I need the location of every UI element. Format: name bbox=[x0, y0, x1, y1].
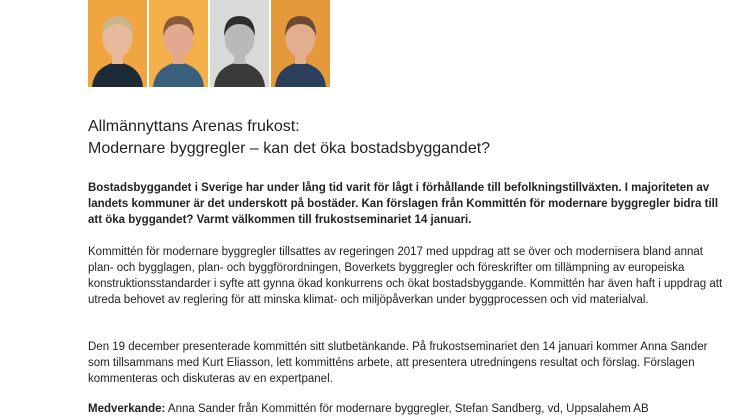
speaker-photo bbox=[149, 0, 208, 87]
speaker-2-portrait bbox=[149, 0, 208, 87]
participants-text: Anna Sander från Kommittén för modernare byggregler, Stefan Sandberg, vd, Uppsalahem AB bbox=[165, 403, 649, 415]
body-paragraph-1: Kommittén för modernare byggregler tillsattes av regeringen 2017 med uppdrag att se över och modernisera bland annat plan- och bygglagen, plan- och byggförordningen, Boverkets byggregler och föreskrifter om tillämpning av europeiska konstruktionsstandarder i syfte att gynna ökad konkurrens och ökat bostadsbyggande. Kommittén har även haft i uppdrag att utreda behovet av reglering för att minska klimat- och miljöpåverkan under byggprocessen och vid materialval. bbox=[88, 246, 723, 306]
title-line-2: Modernare byggregler – kan det öka bostadsbyggandet? bbox=[88, 140, 491, 157]
speaker-3-portrait bbox=[210, 0, 269, 87]
speaker-1-portrait bbox=[88, 0, 147, 87]
participants-paragraph bbox=[88, 401, 728, 417]
title-line-1: Allmännyttans Arenas frukost: bbox=[88, 118, 300, 135]
body-paragraph-2: Den 19 december presenterade kommittén sitt slutbetänkande. På frukostseminariet den 14 januari kommer Anna Sander som tillsammans med Kurt Eliasson, lett kommitténs arbete, att presentera utredningens resultat och förslag. Förslagen kommenteras och diskuteras av en expertpanel. bbox=[88, 341, 708, 385]
lead-paragraph: Bostadsbyggandet i Sverige har under lång tid varit för lågt i förhållande till befolkningstillväxten. I majoriteten av landets kommuner är det underskott på bostäder. Kan förslagen från Kommittén för modernare byggregler bidra till att öka byggandet? Varmt välkommen till frukostseminariet 14 januari. bbox=[88, 182, 719, 226]
speaker-4-portrait bbox=[271, 0, 330, 87]
speaker-photo bbox=[271, 0, 330, 87]
page-title bbox=[88, 116, 490, 160]
speaker-photo bbox=[88, 0, 147, 87]
speaker-photo bbox=[210, 0, 269, 87]
speaker-photos bbox=[88, 0, 330, 87]
participants-label: Medverkande: bbox=[88, 403, 166, 415]
